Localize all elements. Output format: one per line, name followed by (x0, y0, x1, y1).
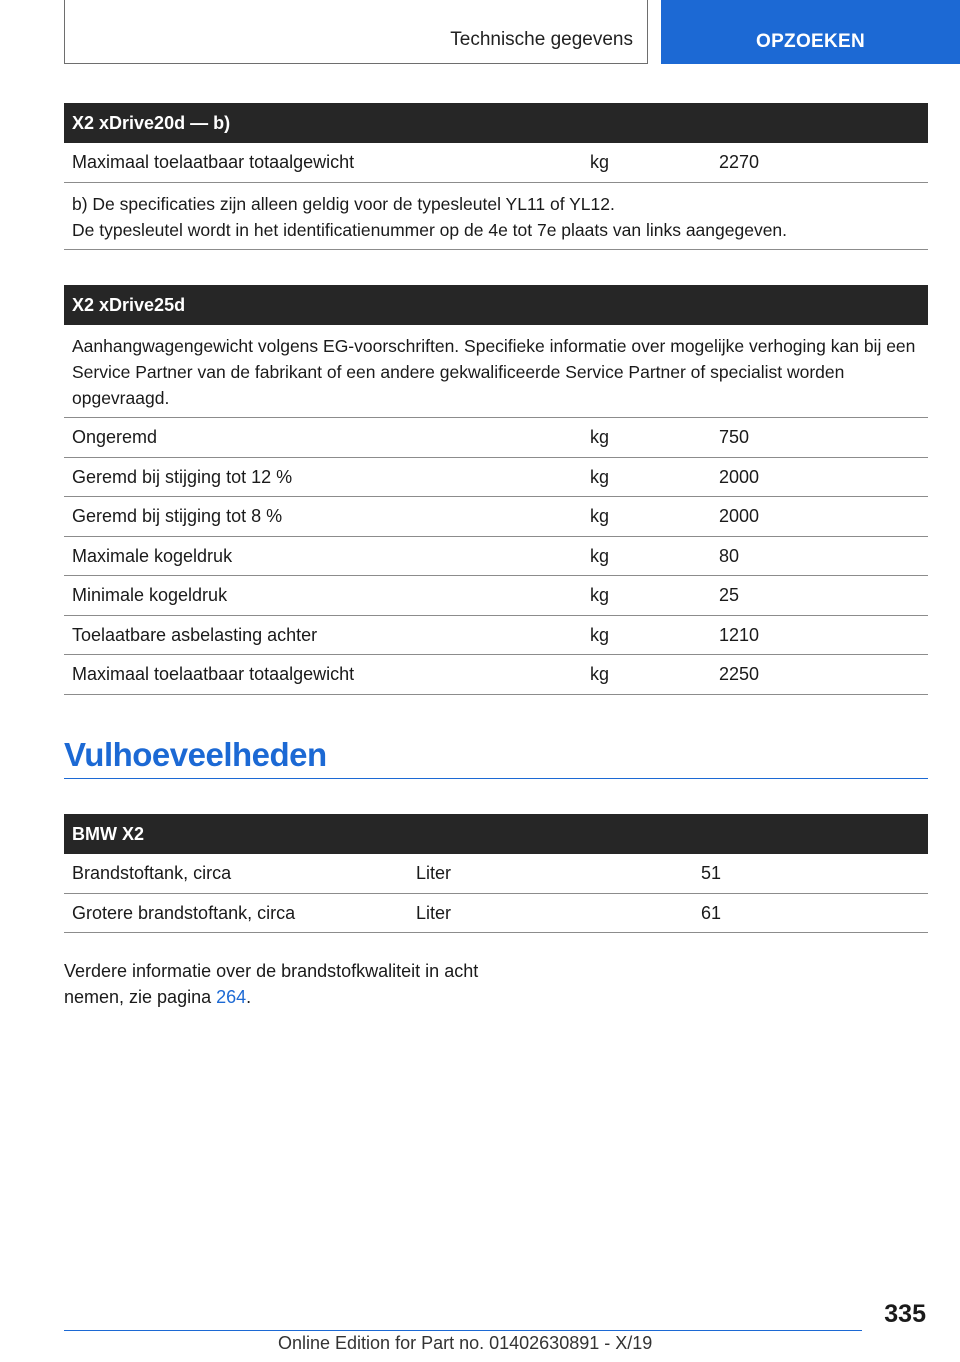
footer-divider (64, 1330, 862, 1331)
section-heading: Vulhoeveelheden (64, 736, 928, 779)
table-row (64, 497, 928, 537)
page-number: 335 (884, 1300, 926, 1328)
row-value: 2000 (719, 466, 760, 487)
row-label: Grotere brandstoftank, circa (72, 902, 296, 923)
row-value: 25 (719, 585, 740, 605)
row-value: 2000 (719, 506, 760, 526)
row-label: Brandstoftank, circa (72, 863, 232, 883)
row-value: 2250 (719, 664, 760, 684)
paragraph-text: Verdere informatie over de brandstofkwaliteit in acht nemen, zie pagina (64, 961, 479, 1007)
table-row (64, 894, 928, 934)
table-row (64, 576, 928, 616)
opzoeken-button[interactable] (661, 0, 960, 64)
fuel-quality-paragraph (64, 958, 504, 1010)
table-title: X2 xDrive25d (64, 285, 928, 325)
row-label: Maximaal toelaatbaar totaalgewicht (72, 664, 355, 684)
header-section-tab (64, 0, 648, 64)
row-label: Maximale kogeldruk (72, 545, 233, 566)
row-value: 51 (701, 863, 722, 883)
row-value: 750 (719, 427, 750, 447)
row-unit: kg (590, 427, 610, 447)
table-title: BMW X2 (64, 814, 928, 854)
intro-text: Aanhangwagengewicht volgens EG-voorschriften. Specifieke informatie over mogelijke verhoging kan bij een Service Partner van de fabrikant of een andere gekwalificeerde Service Partner of specialist worden opgevraagd. (72, 336, 916, 408)
table-x2-xdrive20d (64, 103, 928, 250)
row-label: Toelaatbare asbelasting achter (72, 624, 318, 645)
footer-edition: Online Edition for Part no. 01402630891 - X/19 (278, 1333, 653, 1353)
row-unit: kg (590, 585, 610, 605)
table-x2-xdrive25d (64, 285, 928, 695)
note-line: De typesleutel wordt in het identificatienummer op de 4e tot 7e plaats van links aangegeven. (72, 219, 788, 240)
header-section-label: Technische gegevens (450, 29, 633, 50)
row-unit: kg (590, 664, 610, 684)
table-title: X2 xDrive20d — b) (64, 103, 928, 143)
row-label: Geremd bij stijging tot 8 % (72, 506, 283, 526)
row-label: Minimale kogeldruk (72, 585, 228, 605)
paragraph-end: . (246, 987, 252, 1007)
opzoeken-button-label: OPZOEKEN (755, 31, 866, 52)
table-intro (64, 325, 928, 418)
row-value: 2270 (719, 152, 760, 172)
table-row (64, 537, 928, 577)
row-label: Ongeremd (72, 427, 158, 447)
note-line: b) De specificaties zijn alleen geldig voor de typesleutel YL11 of YL12. (72, 193, 615, 214)
row-unit: kg (590, 466, 610, 487)
row-label: Geremd bij stijging tot 12 % (72, 466, 293, 487)
row-unit: kg (590, 545, 610, 566)
row-value: 61 (701, 902, 722, 923)
row-unit: kg (590, 506, 610, 526)
table-row (64, 854, 928, 894)
table-row (64, 616, 928, 656)
row-unit: kg (590, 624, 610, 645)
row-unit: Liter (416, 863, 452, 883)
row-label: Maximaal toelaatbaar totaalgewicht (72, 152, 355, 172)
row-unit: Liter (416, 902, 452, 923)
table-note (64, 183, 928, 250)
table-row (64, 143, 928, 183)
row-value: 1210 (719, 624, 760, 645)
row-value: 80 (719, 545, 740, 566)
table-bmw-x2 (64, 814, 928, 933)
row-unit: kg (590, 152, 610, 172)
page-link[interactable]: 264 (216, 987, 247, 1007)
table-row (64, 655, 928, 695)
table-row (64, 458, 928, 498)
table-row (64, 418, 928, 458)
